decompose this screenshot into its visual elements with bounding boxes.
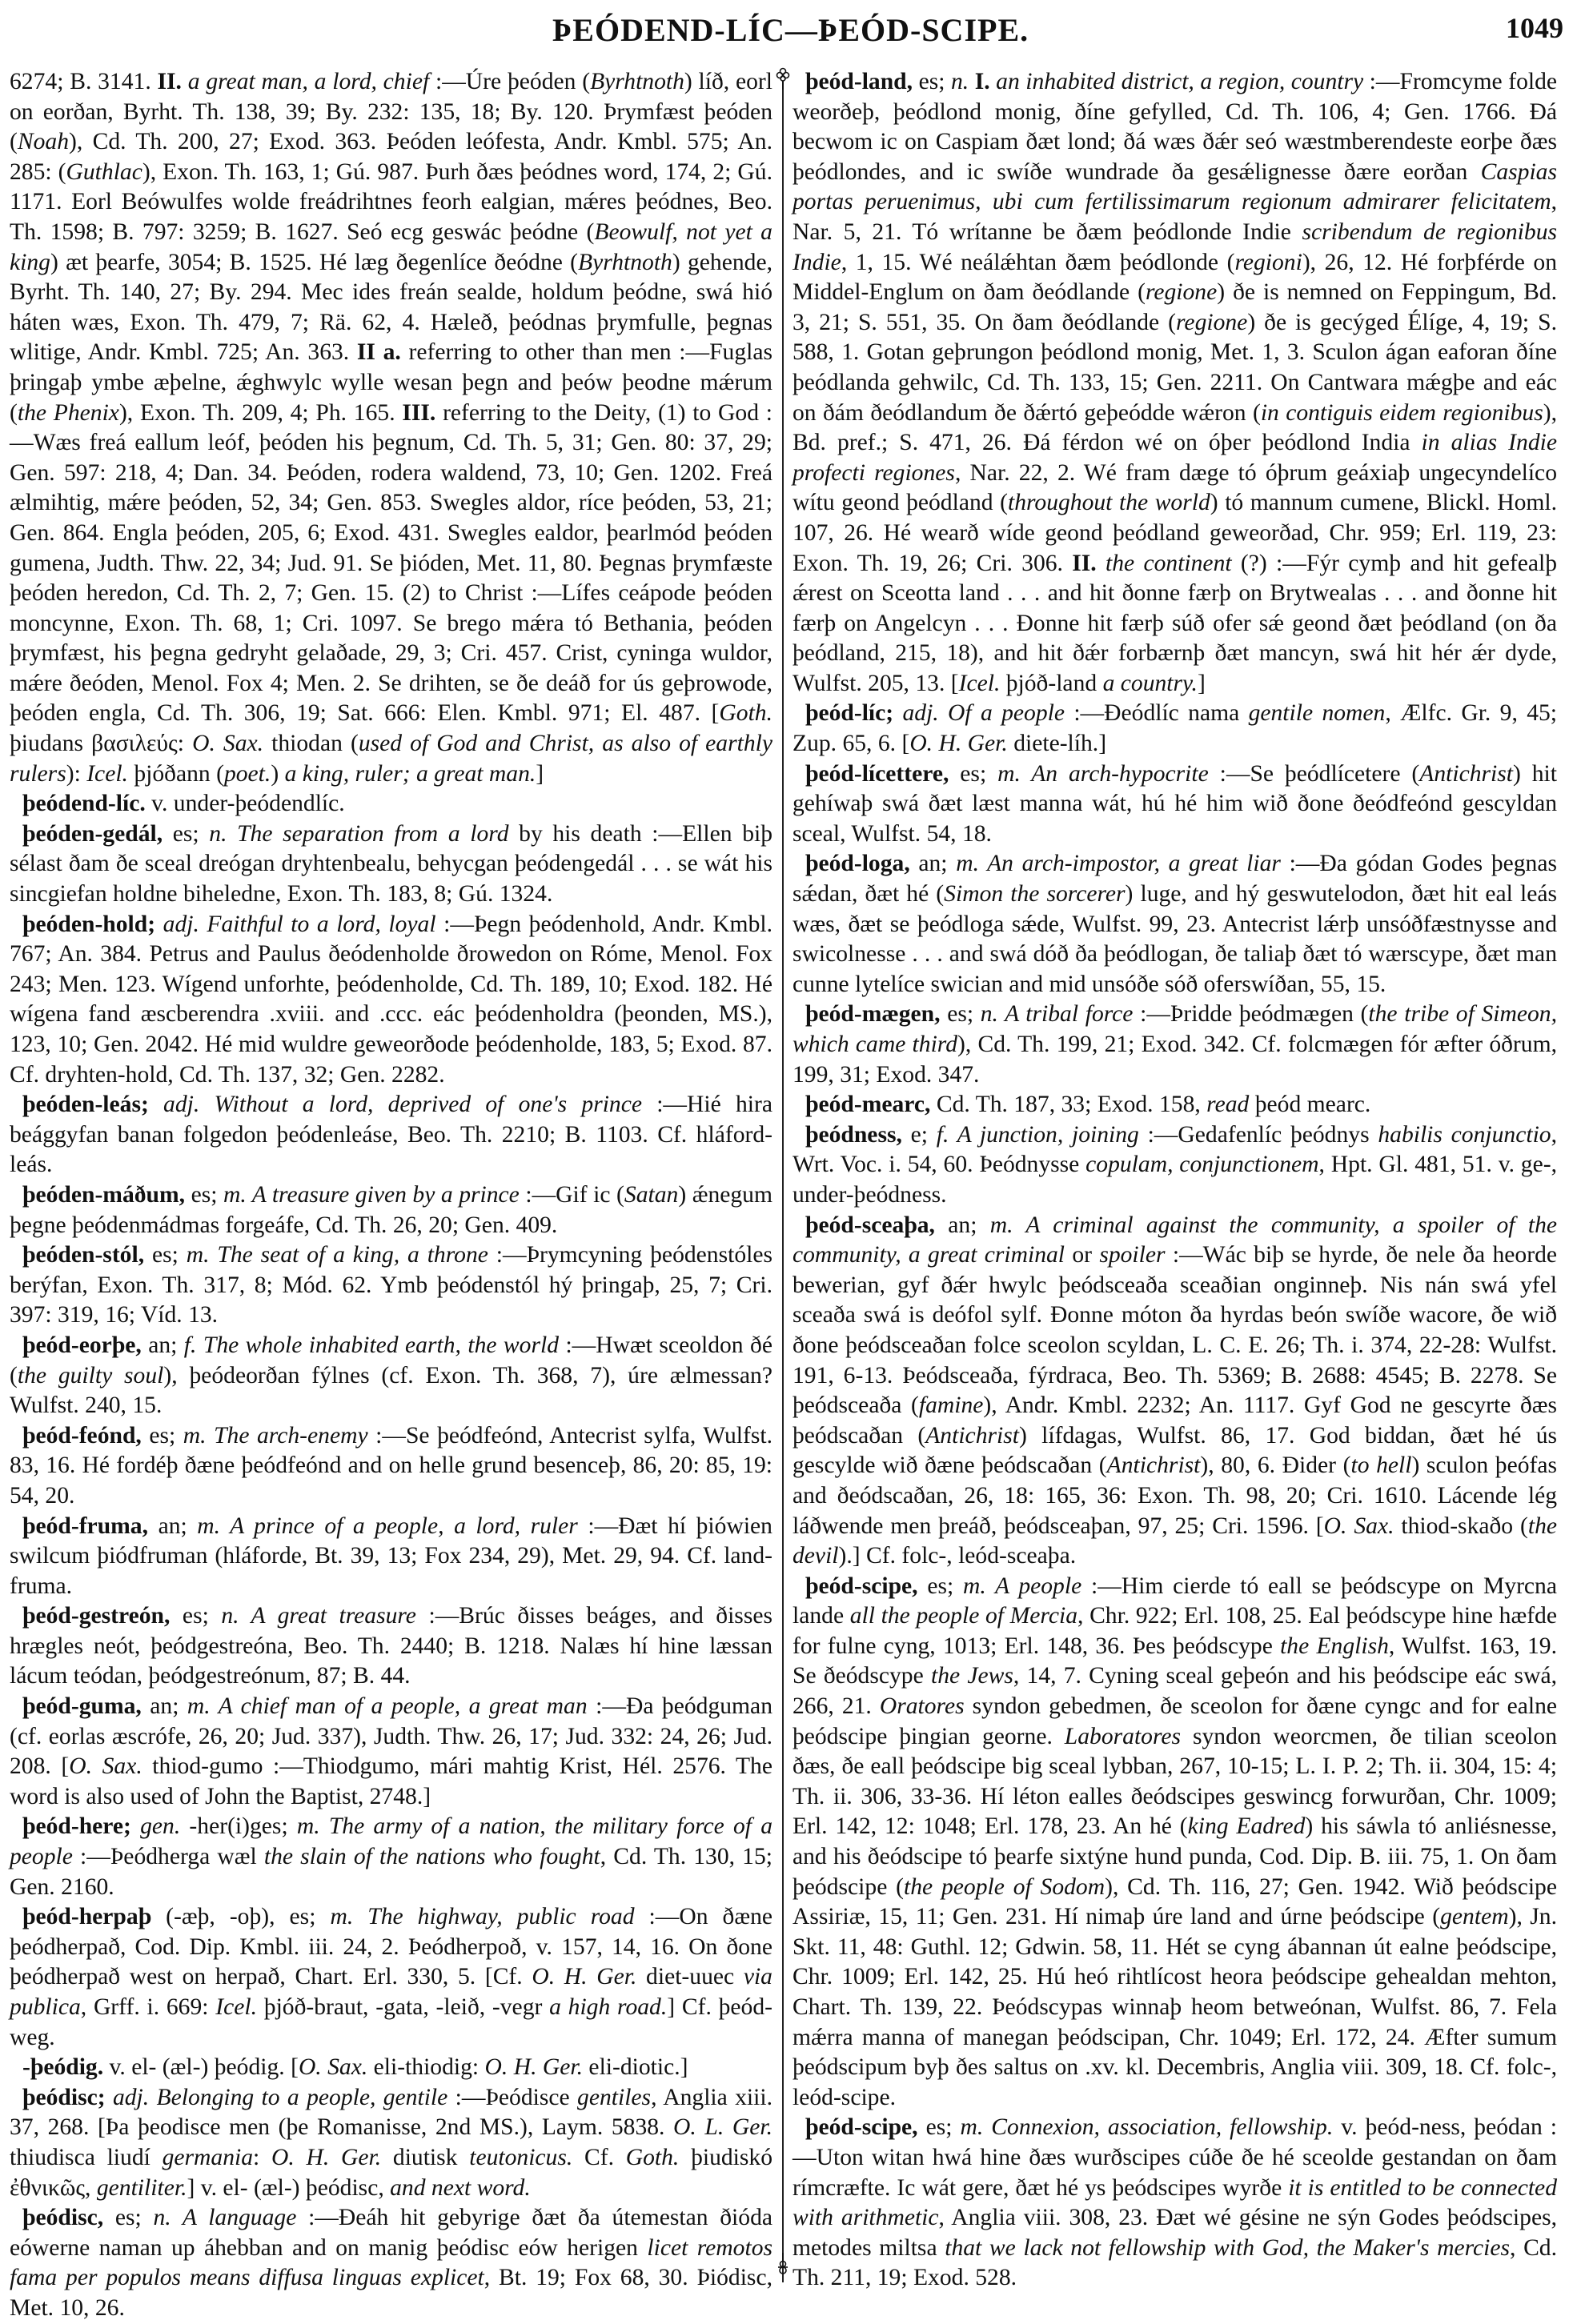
entry-text: :—Ðeódlíc nama — [1064, 700, 1249, 727]
entry-text: , Nar. 22, 2. Wé fram dæge tó óþrum geáxiaþ ungecyndelíco wítu geond þeódland ( — [793, 459, 1557, 516]
italic-text: scribendum de regionibus Indie — [793, 218, 1558, 275]
italic-text: Caspias portas peruenimus, ubi cum fertilissimarum regionum admirarer felicitatem — [793, 158, 1557, 215]
italic-text: poet. — [223, 760, 271, 787]
italic-text: Noah — [17, 129, 69, 155]
italic-text: Goth. — [625, 2144, 680, 2170]
entry-text: :—Ða þeódguman (cf. eorlas æscrófe, 26, 20; Jud. 337), Judth. Thw. 26, 17; Jud. 332: 24, 26; Jud. 208. [ — [10, 1693, 772, 1780]
entry-text — [893, 700, 902, 726]
entry-text: ) tó mannum cumene, Blickl. Homl. 107, 26. Hé wearð wíde geond þeódland geweorðad, Chr. 959; Erl. 119, 23: Exon. Th. 19, 26; Cri. 306. — [793, 490, 1558, 576]
headword: þeód-mægen, — [805, 1001, 941, 1028]
entry-text: or — [1065, 1242, 1100, 1268]
dictionary-entry — [10, 2083, 772, 2203]
entry-text: þeód mearc. — [1249, 1092, 1371, 1118]
italic-text: the Phenix — [17, 399, 119, 426]
headword: þeód-here; — [22, 1813, 131, 1840]
entry-text: , Cd. Th. 130, 15; Gen. 2160. — [10, 1844, 772, 1900]
entry-text: ) gehende, Byrht. Th. 140, 27; By. 294. Mec ides freán sealde, holdum þeódne, swá hió háten wæs, Exon. Th. 479, 7; Rä. 62, 4. Hæleð, þeódnas þrymfulle, þegnas wlitige, Andr. Kmbl. 725; An. 363. — [10, 249, 772, 366]
headword: þeód-lícettere, — [805, 760, 949, 787]
headword: þeód-feónd, — [22, 1422, 142, 1448]
headword: þeódisc, — [22, 2205, 104, 2231]
dictionary-entry — [10, 2053, 772, 2083]
entry-text: an; — [141, 1693, 187, 1720]
entry-text: þiudiskó ἐθνικῶς, — [10, 2144, 773, 2201]
entry-text: , Ælfc. Gr. 9, 45; Zup. 65, 6. [ — [793, 700, 1558, 757]
headword: þeód-guma, — [22, 1693, 142, 1720]
italic-text: the guilty soul — [17, 1362, 164, 1388]
italic-text: an inhabited district, a region, country — [996, 69, 1364, 94]
italic-text: used of God and Christ, as also of earthly rulers — [10, 731, 772, 787]
italic-text: m. A treasure given by a prince — [223, 1181, 520, 1208]
italic-text: the tribe of Simeon, which came third — [793, 1001, 1557, 1057]
entry-text: diet-uuec — [636, 1964, 744, 1990]
column-ornament-bottom-icon — [773, 2253, 793, 2277]
dictionary-entry — [793, 67, 1557, 699]
entry-text: v. þeód-ness, þeódan :—Uton witan hwá hine ðæs wurðscipes cúðe ðe hé sceolde gestandan on ðam rímcræfte. Ic wát gere, ðæt hé ys þeódscipes wyrðe — [793, 2114, 1558, 2201]
entry-text: an; — [934, 1212, 990, 1238]
italic-text: all the people of Mercia — [849, 1603, 1078, 1629]
italic-text: teutonicus. — [469, 2144, 573, 2170]
entry-text: :—Ðeáh hit gebyrige ðæt ða útemestan ðióda eówerne naman up áhebban and on manig þeódisc eów herigen — [10, 2205, 773, 2261]
italic-text: n. A tribal force — [980, 1001, 1134, 1028]
italic-text: in alias Indie profecti regiones — [793, 430, 1557, 486]
headword: þeód-mearc, — [805, 1092, 931, 1118]
italic-text: m. The seat of a king, a throne — [186, 1242, 488, 1268]
entry-text: :—Se þeódfeónd, Antecrist sylfa, Wulfst. 83, 16. Hé fordéþ ðæne þeódfeónd and on helle grund besenceþ, 86, 20: 85, 19: 54, 20. — [10, 1422, 772, 1509]
italic-text: Byrhtnoth — [578, 249, 672, 275]
italic-text: Icel. — [215, 1994, 258, 2020]
italic-text: a great man, a lord, chief — [187, 69, 430, 94]
headword: þeód-scipe, — [805, 2114, 918, 2141]
entry-text — [155, 912, 163, 937]
italic-text: m. An arch-impostor, a great liar — [956, 851, 1281, 877]
italic-text: Byrhtnoth — [590, 69, 684, 94]
italic-text: copulam, conjunctionem — [1085, 1152, 1319, 1178]
entry-text — [131, 1813, 140, 1839]
italic-text: Goth. — [719, 700, 772, 727]
entry-text: ), Cd. Th. 200, 27; Exod. 363. Þeóden leófesta, Andr. Kmbl. 575; An. 285: ( — [10, 129, 772, 185]
entry-text: , Wrt. Voc. i. 54, 60. Þeódnysse — [793, 1121, 1557, 1178]
entry-text: , Grff. i. 669: — [80, 1994, 216, 2020]
entry-text — [969, 69, 975, 94]
italic-text: spoiler — [1099, 1242, 1166, 1268]
italic-text: and next word. — [390, 2174, 531, 2201]
entry-text: :—Þeódisce — [447, 2084, 578, 2110]
entry-text: :—On ðæne þeódherpað, Cod. Dip. Kmbl. iii. 24, 2. Þeódherpoð, v. 157, 14, 16. On ðone þeódherpað west on herpað, Chart. Erl. 330, 5. [Cf. — [10, 1904, 772, 1990]
italic-text: O. L. Ger. — [673, 2114, 772, 2141]
entry-text: ) sculon þeófas and ðeódscaðan, 26, 18: 165, 36: Exon. Th. 98, 20; Cri. 1610. Lácende lég láðwende men þreáð, þeódsceaþan, 97, 25; Cri. 1596. [ — [793, 1452, 1558, 1539]
entry-text: , 14, 7. Cyning sceal geþeón and his þeódscipe eác swá, 266, 21. — [793, 1663, 1557, 1720]
entry-text: , Anglia viii. 308, 23. Ðæt wé gésine ne sýn Godes þeódscipes, metodes miltsa — [793, 2205, 1557, 2261]
sense-number: II. — [1072, 550, 1097, 576]
italic-text: Guthlac — [66, 158, 142, 185]
entry-text: , 1, 15. Wé neálǽhtan ðæm þeódlonde ( — [841, 249, 1235, 275]
dictionary-entry — [10, 819, 772, 910]
dictionary-entry — [10, 1812, 772, 1902]
dictionary-entry — [793, 699, 1557, 759]
entry-text: diutisk — [381, 2144, 470, 2170]
headword: þeóden-gedál, — [22, 820, 163, 847]
dictionary-entry — [793, 1120, 1557, 1211]
entry-text: ] — [1197, 670, 1206, 696]
italic-text: gen. — [140, 1813, 181, 1840]
dictionary-entry — [10, 1692, 772, 1812]
dictionary-entry — [10, 1421, 772, 1512]
entry-text: , Chr. 922; Erl. 108, 25. Eal þeódscype hine hæfde for fulne cyng, 1013; Erl. 148, 36. Þes þeódscype — [793, 1603, 1557, 1659]
headword: þeóden-leás; — [22, 1092, 149, 1118]
entry-text: : — [253, 2144, 271, 2170]
italic-text: gentiliter. — [96, 2174, 187, 2201]
entry-text: ) lífdagas, Wulfst. 86, 17. God biddan, ðæt hé ús gescylde wið ðæne þeódscaðan ( — [793, 1422, 1558, 1479]
italic-text: O. Sax. — [192, 731, 264, 757]
italic-text: Laboratores — [1064, 1723, 1182, 1749]
entry-text: es; — [185, 1181, 223, 1208]
italic-text: that we lack not fellowship with God, the Maker's mercies — [945, 2234, 1511, 2261]
dictionary-entry — [10, 1090, 772, 1180]
entry-text: :—Þegn þeódenhold, Andr. Kmbl. 767; An. 384. Petrus and Paulus ðeódenholde ðrowedon on Róme, Menol. Fox 243; Men. 123. Wígend unforhte, þeódenholde, Cd. Th. 189, 10; Exod. 182. Hé wígena fand æscberendra .xviii. and .ccc. eác þeódenholdra (þeonden, MS.), 123, 10; Gen. 2042. Hé mid wuldre geweorðode þeódenholde, 183, 5; Exod. 87. Cf. dryhten-hold, Cd. Th. 137, 32; Gen. 2282. — [10, 911, 772, 1088]
entry-text: diete-líh.] — [1007, 731, 1107, 757]
dictionary-entry — [10, 1331, 772, 1421]
headword: þeóden-stól, — [22, 1242, 145, 1268]
entry-text: an; — [148, 1513, 198, 1539]
entry-text: ), þeódeorðan fýlnes (cf. Exon. Th. 368, 7), úre ælmessan? Wulfst. 240, 15. — [10, 1362, 772, 1419]
headword: þeóden-hold; — [22, 911, 156, 937]
italic-text: O. Sax. — [298, 2054, 368, 2081]
page-number: 1049 — [1506, 12, 1563, 44]
entry-text: :—Hwæt sceoldon ðé ( — [10, 1332, 772, 1388]
entry-text: thiodan ( — [263, 731, 359, 757]
headword: þeód-loga, — [805, 851, 910, 877]
italic-text: throughout the world — [1007, 490, 1210, 516]
italic-text: it is entitled to be connected with arithmetic — [793, 2174, 1557, 2231]
italic-text: habilis conjunctio — [1378, 1121, 1551, 1148]
headword: þeód-sceaþa, — [805, 1212, 935, 1238]
entry-text: Cf. — [572, 2144, 626, 2170]
entry-text: þjóðann ( — [127, 760, 224, 787]
entry-text: es; — [170, 1603, 222, 1629]
entry-text: :—Brúc ðisses beáges, and ðisses hrægles neót, þeódgestreóna, Beo. Th. 2440; B. 1218. Nalæs hí hine læssan lácum teódan, þeódgestreónum, 87; B. 44. — [10, 1603, 772, 1689]
entry-text: es; — [913, 69, 951, 94]
entry-text: :—Þridde þeódmægen ( — [1133, 1001, 1369, 1028]
entry-text: :—Þeódherga wæl — [72, 1844, 264, 1870]
entry-text: , Anglia xiii. 37, 268. [Þa þeodisce men (þe Romanisse, 2nd MS.), Laym. 5838. — [10, 2084, 772, 2141]
entry-text: Cd. Th. 187, 33; Exod. 158, — [930, 1092, 1207, 1118]
italic-text: n. The separation from a lord — [209, 820, 509, 847]
entry-text: es; — [163, 820, 210, 847]
italic-text: Icel. — [958, 670, 1001, 696]
entry-text: , Nar. 5, 21. Tó wrítanne be ðæm þeódlonde Indie — [793, 189, 1557, 245]
italic-text: Antichrist — [1106, 1452, 1201, 1479]
headword: þeód-land, — [805, 69, 913, 94]
entry-text: ] Cf. þeód-weg. — [10, 1994, 772, 2050]
entry-text: ) his sáwla tó anliésnesse, and his ðeódscipe tó þearfe sixtýne hund punda, Cod. Dip. B. iii. 75, 1. On ðam þeódscipe ( — [793, 1813, 1558, 1900]
entry-text: 6274; B. 3141. — [10, 69, 158, 94]
italic-text: adj. Faithful to a lord, loyal — [163, 911, 436, 937]
italic-text: m. The highway, public road — [330, 1904, 635, 1930]
headword: þeód-fruma, — [22, 1513, 149, 1539]
entry-text: ), Exon. Th. 209, 4; Ph. 165. — [118, 399, 403, 426]
italic-text: m. An arch-hypocrite — [997, 760, 1209, 787]
entry-text: ), Cd. Th. 116, 27; Gen. 1942. Wið þeódscipe Assiriæ, 15, 11; Gen. 231. Hí nimaþ úre land and úrne þeódscipe ( — [793, 1873, 1557, 1930]
italic-text: the devil — [793, 1513, 1558, 1569]
italic-text: Simon the sorcerer — [944, 881, 1126, 908]
entry-text: :—Hié hira beággyfan banan folgedon þeódenleáse, Beo. Th. 2210; B. 1103. Cf. hláford-leás. — [10, 1092, 772, 1178]
italic-text: the Jews — [930, 1663, 1013, 1689]
entry-text: (-æþ, -oþ), es; — [151, 1904, 331, 1930]
italic-text: regione — [1145, 279, 1218, 306]
italic-text: m. A people — [963, 1573, 1082, 1599]
italic-text: n. A great treasure — [221, 1603, 416, 1629]
left-column — [10, 67, 772, 2324]
italic-text: O. Sax. — [69, 1753, 142, 1780]
italic-text: read — [1206, 1092, 1250, 1118]
entry-text: es; — [917, 1573, 963, 1599]
entry-text: thiod-gumo :—Thiodgumo, mári mahtig Krist, Hél. 2576. The word is also used of John the Baptist, 2748.] — [10, 1753, 772, 1809]
entry-text: es; — [141, 1422, 183, 1448]
italic-text: gentiles — [577, 2084, 652, 2110]
headword: þeód-herpaþ — [22, 1904, 152, 1930]
entry-text: :—Se þeódlícetere ( — [1208, 760, 1420, 787]
entry-text: by his death :—Ellen biþ sélast ðam ðe sceal dreógan dryhtenbealu, behycgan þeódengedál . . . se wát his sincgiefan holdne biheledne, Exon. Th. 183, 8; Gú. 1324. — [10, 820, 773, 908]
headword: þeód-gestreón, — [22, 1603, 171, 1629]
running-head: ÞEÓDEND-LÍC—ÞEÓD-SCIPE. — [552, 12, 1029, 48]
headword: -þeódig. — [22, 2054, 104, 2081]
entry-text: ), Jn. Skt. 11, 48: Guthl. 12; Gdwin. 58, 11. Hét se cyng ábannan út ealne þeódscipe, Chr. 1009; Erl. 142, 25. Hú heó rihtlícost heora þeódscipe gehealdan mehton, Chart. Th. 139, 22. Þeódscypas winnaþ heom betweónan, Wulfst. 86, 7. Fela mǽrra manna of manegan þeódscipan, Chr. 1049; Erl. 172, 24. Æfter sumum þeódscipum byþ ðes saltus on .xv. kl. Decembris, Anglia viii. 309, 18. Cf. folc-, leód-scipe. — [793, 1904, 1557, 2110]
entry-text: :—Wác biþ se hyrde, ðe nele ða heorde bewerian, gyf ðǽr hwylc þeódsceaða sceaðian onginneþ. Nis nán swá yfel sceaða swá is deófol sylf. Ðonne móton ða hyrdas beón swíðe wacore, ðe wið ðone þeódsceaðan folce sceolon scyldan, L. C. E. 26; Th. i. 374, 22-28: Wulfst. 191, 6-13. Þeódsceaða, fýrdraca, Beo. Th. 5369; B. 2688: 4545; B. 2278. Se þeódsceaða ( — [793, 1242, 1557, 1419]
entry-text: e; — [901, 1121, 937, 1148]
entry-text: :—Þrymcyning þeódenstóles berýfan, Exon. Th. 317, 8; Mód. 62. Ymb þeódenstól hý þringaþ, 25, 7; Cri. 397: 319, 16; Víd. 13. — [10, 1242, 772, 1328]
entry-text: , Hpt. Gl. 481, 51. v. ge-, under-þeódness. — [793, 1152, 1557, 1208]
italic-text: germania — [162, 2144, 254, 2170]
entry-text: eli-diotic.] — [583, 2054, 688, 2081]
dictionary-entry — [793, 1090, 1557, 1120]
entry-text: es; — [144, 1242, 187, 1268]
entry-text: , Bt. 19; Fox 68, 30. Þiódisc, Met. 10, 26. — [10, 2265, 772, 2321]
italic-text: to hell — [1350, 1452, 1412, 1479]
italic-text: Oratores — [879, 1693, 965, 1720]
entry-text — [106, 2085, 113, 2110]
headword: þeódend-líc. — [22, 791, 146, 817]
entry-text: :—Him cierde tó eall se þeódscype on Myrcna lande — [793, 1573, 1557, 1629]
column-divider — [782, 90, 784, 2282]
dictionary-entry — [10, 1240, 772, 1331]
entry-text: thiudisca liudí — [10, 2144, 163, 2170]
italic-text: gentem — [1440, 1904, 1509, 1930]
dictionary-entry — [10, 910, 772, 1091]
italic-text: Beowulf, not yet a king — [10, 218, 772, 275]
dictionary-entry — [10, 789, 772, 819]
entry-text: ), Bd. pref.; S. 471, 26. Ðá férdon wé on óþer þeódlond India — [793, 399, 1557, 456]
italic-text: f. A junction, joining — [936, 1121, 1139, 1148]
entry-text: (?) :—Fýr cymþ and hit gefealþ ǽrest on Sceotta land . . . and hit ðonne færþ on Brytwealas . . . and ðonne hit færþ on Angelcyn . . . Ðonne hit færþ súð ofer sǽ geond ðæt þeódland (on ða þeódland, 215, 18), and hit ðǽr forbærnþ ðæt mancyn, swá hit hér ǽr dyde, Wulfst. 205, 13. [ — [793, 550, 1557, 696]
entry-text: referring to other than men :—Fuglas þringaþ ymbe æþelne, ǽghwylc wylle wesan þegn and þeów þeodne mǽrum ( — [10, 339, 772, 426]
entry-text: es; — [940, 1001, 981, 1028]
dictionary-entry — [793, 1572, 1557, 2114]
entry-text: :—Úre þeóden ( — [429, 69, 591, 94]
entry-text: ).] Cf. folc-, leód-sceaþa. — [838, 1543, 1077, 1569]
entry-text: ] — [536, 760, 544, 787]
italic-text: O. H. Ger. — [484, 2054, 584, 2081]
entry-text: ) líð, eorl on eorðan, Byrht. Th. 138, 39; By. 232: 135, 18; By. 120. Þrymfæst þeóden ( — [10, 69, 772, 155]
entry-text: ) ðe is gecýged Élíge, 4, 19; S. 588, 1. Gotan geþrungon þeódlond monig, Met. 1, 3. Sculon ágan eaforan ðíne þeódlanda gehwilc, Cd. Th. 133, 15; Gen. 2211. On Cantwara mǽgþe and eác on ðám ðeódlandum ðe ðǽrtó geþeódde wǽron ( — [793, 309, 1557, 426]
dictionary-entry — [10, 1180, 772, 1240]
italic-text: licet remotos fama per populos means diffusa linguas explicet — [10, 2234, 773, 2291]
entry-text: an; — [141, 1332, 184, 1358]
italic-text: Satan — [624, 1181, 679, 1208]
italic-text: m. The army of a nation, the military force of a people — [10, 1813, 773, 1870]
headword: þeóden-máðum, — [22, 1181, 186, 1208]
entry-text: :—Ða gódan Godes þegnas sǽdan, ðæt hé ( — [793, 851, 1557, 908]
sense-number: III. — [402, 399, 436, 426]
entry-text: an; — [909, 851, 957, 877]
entry-text: ] v. el- (æl-) þeódisc, — [187, 2174, 391, 2201]
right-column — [793, 67, 1557, 2294]
entry-text: ) ðe is nemned on Feppingum, Bd. 3, 21; S. 551, 35. On ðam ðeódlande ( — [793, 279, 1558, 335]
italic-text: O. H. Ger. — [909, 731, 1008, 757]
entry-text — [149, 1092, 163, 1117]
italic-text: adj. Without a lord, deprived of one's prince — [163, 1092, 642, 1118]
entry-text: :—Ðæt hí þiówien swilcum þiódfruman (hláforde, Bt. 39, 13; Fox 234, 29), Met. 29, 94. Cf. land-fruma. — [10, 1513, 772, 1599]
entry-text: syndon gebedmen, ðe sceolon for ðæne cyngc and for ealne þeódscipe þingian georne. — [793, 1693, 1558, 1749]
entry-text: ) — [271, 760, 285, 787]
italic-text: m. A prince of a people, a lord, ruler — [197, 1513, 578, 1539]
italic-text: gentile nomen — [1248, 700, 1386, 727]
headword: þeódisc; — [22, 2084, 106, 2110]
entry-text: ), Cd. Th. 199, 21; Exod. 342. Cf. folcmægen fór æfter óðrum, 199, 31; Exod. 347. — [793, 1032, 1557, 1088]
italic-text: f. The whole inhabited earth, the world — [183, 1332, 560, 1358]
headword: þeód-eorþe, — [22, 1332, 142, 1358]
entry-text: referring to the Deity, (1) to God :—Wæs freá eallum leóf, þeóden his þegnum, Cd. Th. 5, 31; Gen. 80: 37, 29; Gen. 597: 218, 4; Dan. 34. Þeóden, rodera waldend, 73, 10; Gen. 1202. Freá ælmihtig, mǽre þeóden, 52, 34; Gen. 853. Swegles aldor, ríce þeóden, 53, 21; Gen. 864. Engla þeóden, 205, 6; Exod. 431. Swegles ealdor, þearlmód þeóden gumena, Judth. Thw. 22, 34; Jud. 91. Se þióden, Met. 11, 80. Þegnas þrymfæste þeóden heredon, Cd. Th. 2, 7; Gen. 15. (2) to Christ :—Lífes ceápode þeóden moncynne, Exon. Th. 68, 1; Cri. 1097. Se brego mǽra tó Bethania, þeóden þrymfæst, his þegna gedryht gelaðade, 29, 3; Cri. 457. Crist, cyninga wuldor, mǽre ðeóden, Menol. Fox 4; Men. 2. Se drihten, se ðe deáð for ús geþrowode, þeóden engla, Cd. Th. 306, 19; Sat. 666: Elen. Kmbl. 971; El. 487. [ — [10, 399, 772, 727]
entry-text: :—Fromcyme folde weorðeþ, þeódlond monig, ðíne gefylled, Cd. Th. 106, 4; Gen. 1766. Ðá becwom ic on Caspiam ðæt lond; ðá wæs ðǽr seó wæstmberendeste eorþe ðæs þeódlondes, and ic swíðe wundrade ða gesǽlignesse ðære eorðan — [793, 69, 1558, 185]
entry-text: ) æt þearfe, 3054; B. 1525. Hé læg ðegenlíce ðeódne ( — [50, 249, 579, 275]
dictionary-entry — [10, 2203, 772, 2323]
entry-text: ), 80, 6. Ðider ( — [1200, 1452, 1351, 1479]
entry-text: :—Gif ic ( — [519, 1181, 624, 1208]
entry-text: thiod-skaðo ( — [1394, 1513, 1528, 1539]
entry-text: ) ǽnegum þegne þeódenmádmas forgeáfe, Cd. Th. 26, 20; Gen. 409. — [10, 1181, 772, 1238]
entry-text: , Wulfst. 163, 19. Se ðeódscype — [793, 1633, 1557, 1689]
entry-text: , Cd. Th. 211, 19; Exod. 528. — [793, 2234, 1558, 2291]
italic-text: m. A criminal against the community, a spoiler of the community, a great criminal — [793, 1212, 1557, 1268]
dictionary-entry — [10, 1512, 772, 1602]
italic-text: Icel. — [86, 760, 128, 787]
dictionary-entry — [793, 1000, 1557, 1090]
entry-text: ), Exon. Th. 163, 1; Gú. 987. Þurh ðæs þeódnes word, 174, 2; Gú. 1171. Eorl Beówulfes wolde freádrihtnes feorh ealgian, mǽres þeódnes, Beo. Th. 1598; B. 797: 3259; B. 1627. Seó ecg geswác þeódne ( — [10, 158, 772, 245]
entry-text: syndon weorcmen, ðe tilian sceolon ðæs, ðe eall þeódscipe big sceal lybban, 267, 10-15; L. I. P. 2; Th. ii. 304, 15: 4; Th. ii. 306, 33-36. Hí léton ealles ðeódscipes geswincg forwurðan, Chr. 1009; Erl. 142, 12: 1048; Erl. 178, 23. An hé ( — [793, 1723, 1557, 1840]
entry-continuation — [10, 67, 772, 789]
entry-text: v. under-þeódendlíc. — [145, 791, 345, 817]
entry-text: eli-thiodig: — [367, 2054, 485, 2081]
entry-text: -her(i)ges; — [180, 1813, 297, 1840]
entry-text: þjóð-braut, -gata, -leið, -vegr — [257, 1994, 550, 2020]
dictionary-entry — [10, 1601, 772, 1692]
sense-number: II a. — [356, 339, 401, 366]
entry-text: ), Andr. Kmbl. 2232; An. 1117. Gyf God ne gescyrte ðæs þeódscaðan ( — [793, 1392, 1558, 1448]
column-ornament-top-icon — [773, 67, 793, 91]
italic-text: a country. — [1102, 670, 1198, 696]
entry-text: ) luge, and hý geswutelodon, ðæt hit eal leás wæs, ðæt se þeódloga sǽde, Wulfst. 99, 23. Antecrist lǽrþ unsóðfæstnysse and swicolnesse . . . and swá dóð ða þeódlogan, ðe taliaþ ðæt tó wærscype, ðæt man cunne lytelíce swician and mid unsóðe sóð oferswíðan, 55, 15. — [793, 881, 1557, 997]
entry-text: þjóð-land — [1000, 670, 1103, 696]
entry-text: es; — [917, 2114, 961, 2141]
page-header — [0, 6, 1581, 54]
headword: þeódness, — [805, 1121, 902, 1148]
dictionary-entry — [793, 1211, 1557, 1572]
italic-text: a high road. — [549, 1994, 668, 2020]
italic-text: Antichrist — [925, 1422, 1019, 1448]
entry-text: es; — [949, 760, 998, 787]
entry-text: v. el- (æl-) þeódig. [ — [103, 2054, 299, 2081]
entry-text: es; — [103, 2205, 154, 2231]
italic-text: adj. Of a people — [902, 700, 1065, 727]
dictionary-entry — [793, 849, 1557, 1000]
italic-text: Antichrist — [1419, 760, 1513, 787]
italic-text: via publica — [10, 1964, 772, 2020]
italic-text: O. Sax. — [1323, 1513, 1394, 1539]
dictionary-entry — [793, 2113, 1557, 2294]
italic-text: O. H. Ger. — [271, 2144, 382, 2170]
headword: þeód-scipe, — [805, 1573, 918, 1599]
entry-text: ) hit gehíwaþ swá ðæt læst manna wát, hú hé him wið ðone ðeódfeónd gescyldan sceal, Wulfst. 54, 18. — [793, 760, 1557, 847]
italic-text: the slain of the nations who fought — [263, 1844, 600, 1870]
entry-text: ), 26, 12. Hé forþférde on Middel-Englum on ðam ðeódlande ( — [793, 249, 1557, 306]
entry-text: ): — [66, 760, 87, 787]
dictionary-entry — [10, 1902, 772, 2053]
entry-text — [1097, 551, 1105, 576]
italic-text: in contiguis eidem regionibus — [1260, 399, 1543, 426]
italic-text: the people of Sodom — [904, 1873, 1105, 1900]
italic-text: n. — [950, 69, 969, 94]
dictionary-entry — [793, 759, 1557, 850]
italic-text: king Eadred — [1187, 1813, 1306, 1840]
italic-text: O. H. Ger. — [532, 1964, 637, 1990]
italic-text: a king, ruler; a great man. — [284, 760, 536, 787]
italic-text: regioni — [1234, 249, 1302, 275]
italic-text: m. Connexion, association, fellowship. — [960, 2114, 1334, 2141]
italic-text: adj. Belonging to a people, gentile — [112, 2084, 448, 2110]
italic-text: regione — [1176, 309, 1248, 335]
sense-number: II. — [157, 69, 188, 94]
italic-text: the English — [1280, 1633, 1389, 1659]
italic-text: m. A chief man of a people, a great man — [187, 1693, 588, 1720]
sense-number: I. — [974, 69, 990, 94]
italic-text: m. The arch-enemy — [183, 1422, 368, 1448]
italic-text: the continent — [1105, 550, 1232, 576]
italic-text: n. A language — [153, 2205, 297, 2231]
italic-text: famine — [918, 1392, 984, 1419]
entry-text: :—Gedafenlíc þeódnys — [1138, 1121, 1378, 1148]
entry-text: þiudans βασιλεύς: — [10, 731, 193, 757]
headword: þeód-líc; — [805, 700, 894, 727]
